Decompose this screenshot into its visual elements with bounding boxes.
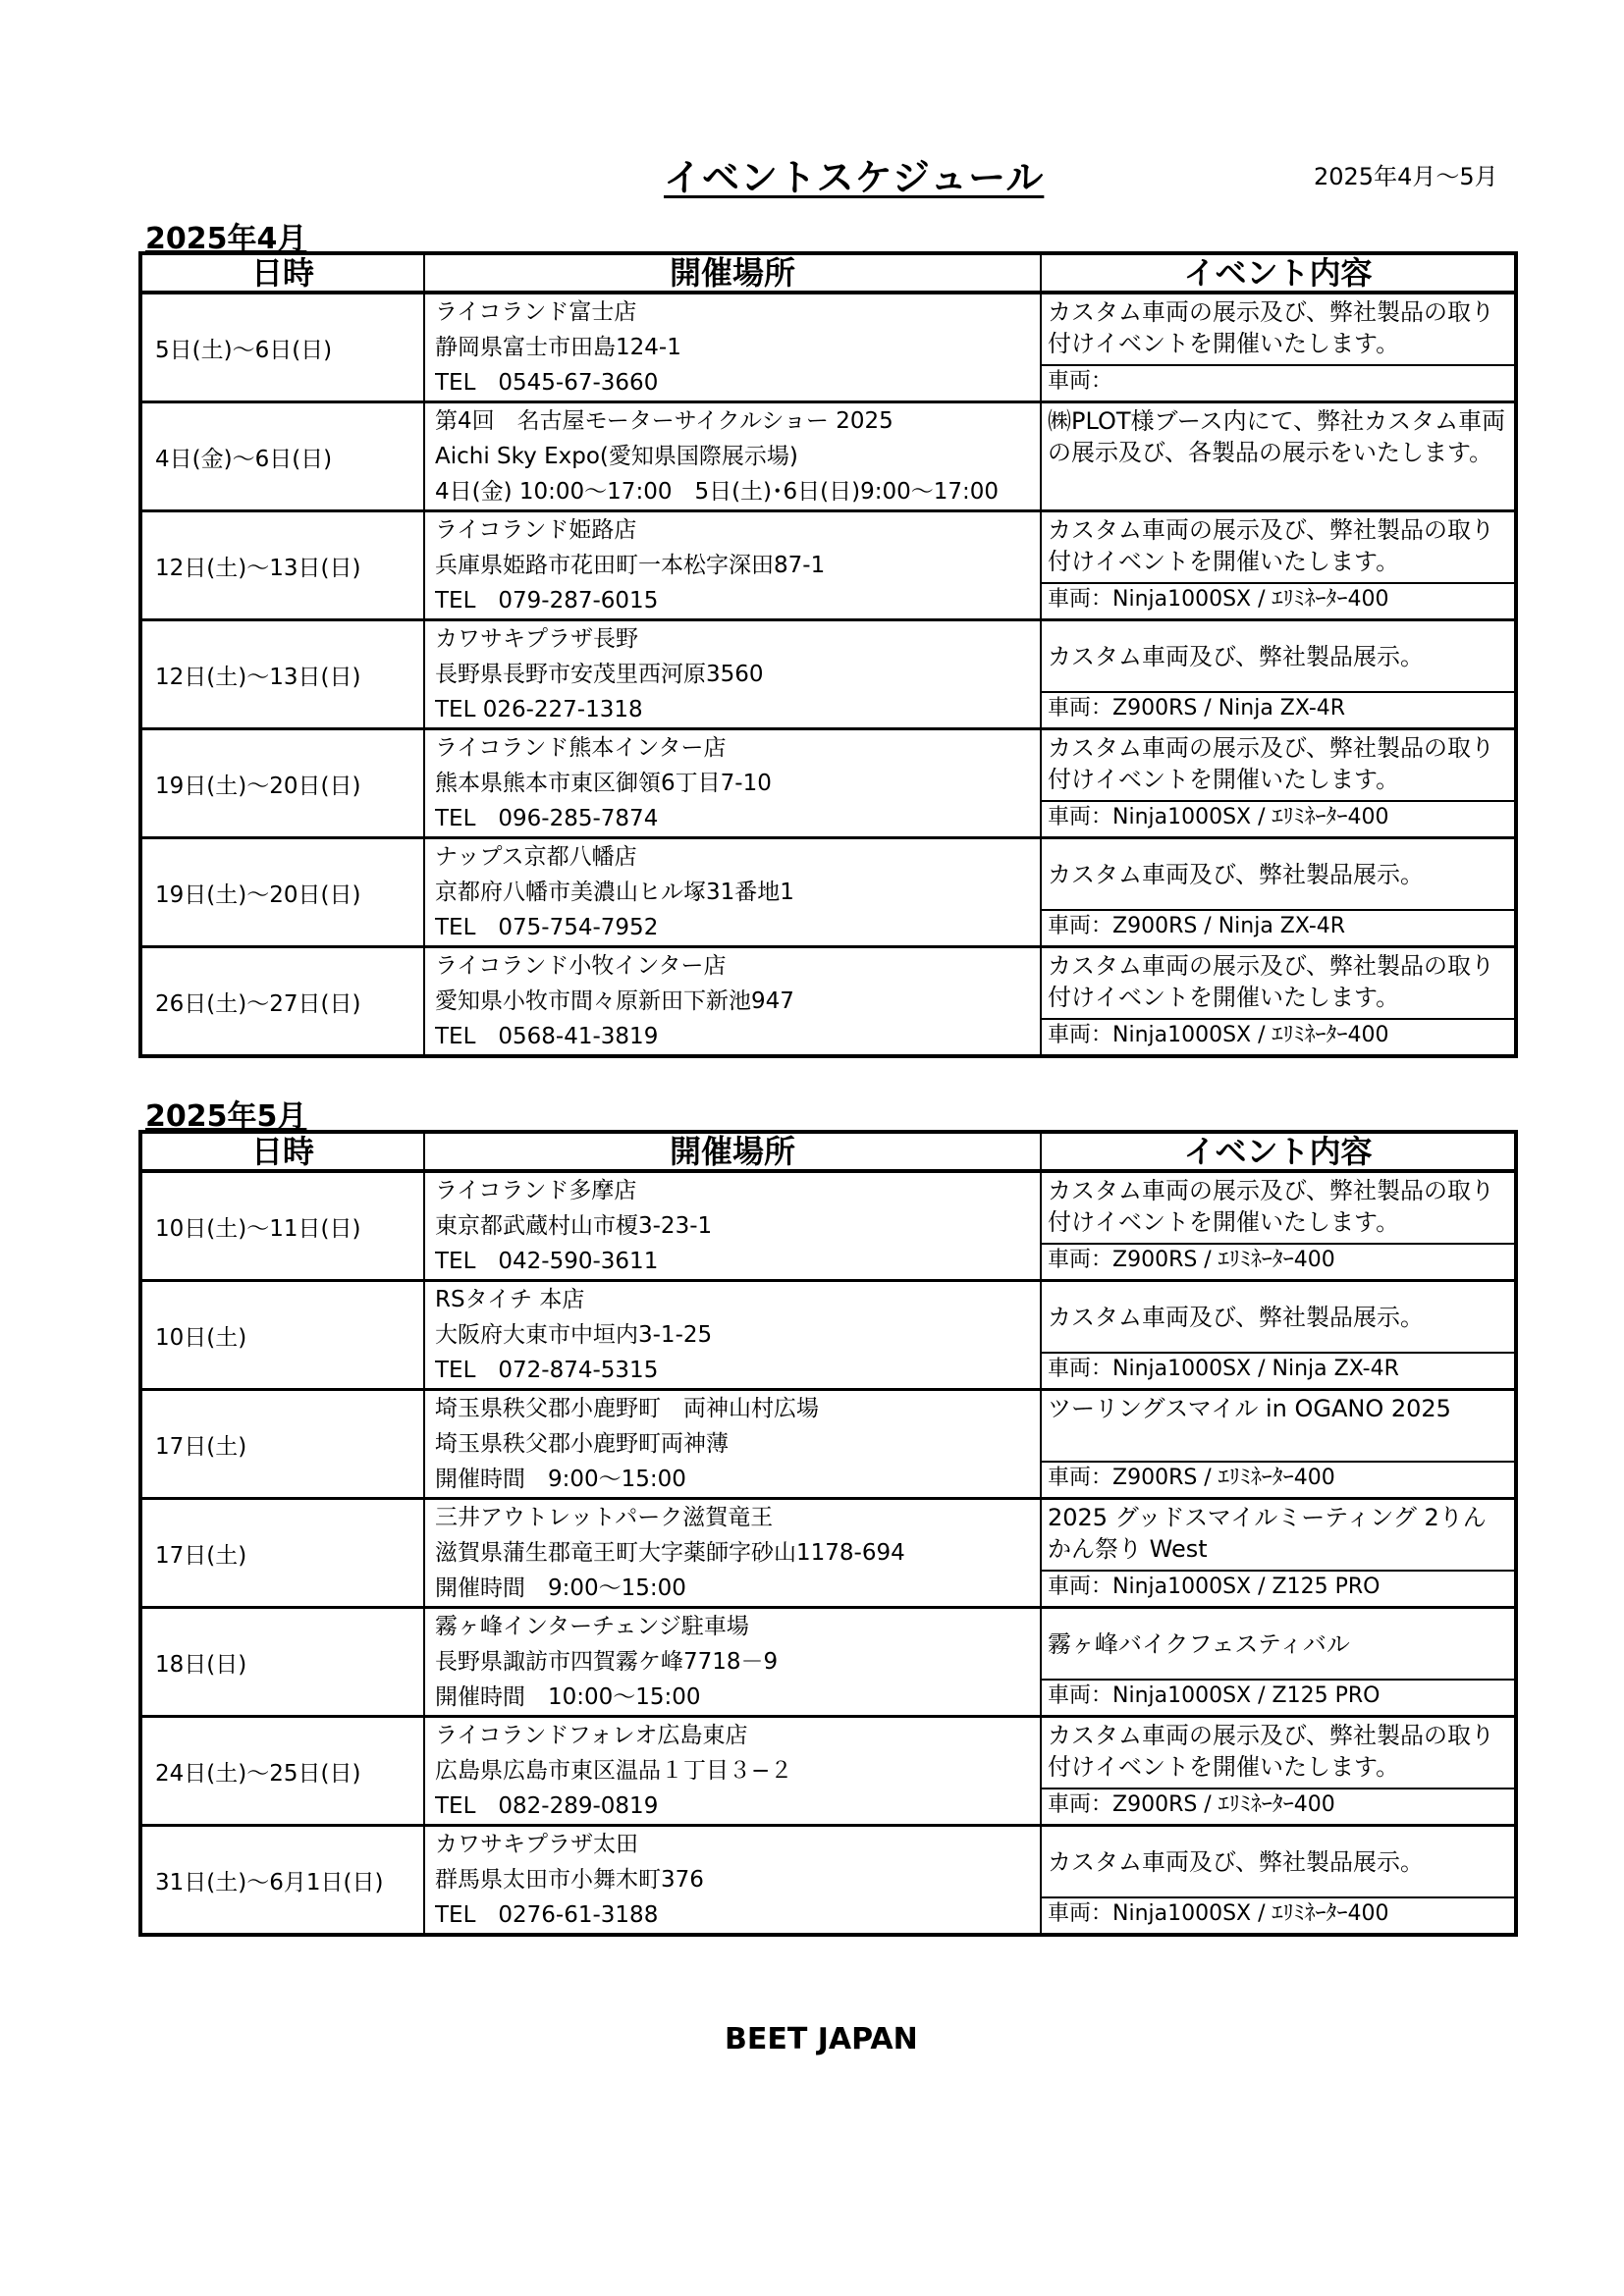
column-header-date: 日時 [140,253,424,293]
venue-contact: TEL 082-289-0819 [435,1793,659,1819]
venue-contact: TEL 072-874-5315 [435,1358,659,1383]
venue-address: 静岡県富士市田島124-1 [435,335,681,360]
event-content [1041,838,1516,947]
event-vehicle: 車両：Ninja1000SX / ｴﾘﾐﾈｰﾀｰ400 [1042,582,1514,615]
column-header-content: イベント内容 [1041,1132,1516,1171]
venue-contact: TEL 079-287-6015 [435,588,659,614]
venue-address: 兵庫県姫路市花田町一本松字深田87-1 [435,553,826,578]
event-vehicle: 車両：Z900RS / ｴﾘﾐﾈｰﾀｰ400 [1042,1461,1514,1494]
venue-name: ライコランド小牧インター店 [435,953,727,979]
venue-name: ライコランド多摩店 [435,1178,637,1203]
may-rows [140,1171,1516,1935]
venue-contact: TEL 075-754-7952 [435,915,659,940]
event-vehicle: 車両：Z900RS / ｴﾘﾐﾈｰﾀｰ400 [1042,1788,1514,1821]
event-vehicle: 車両：Z900RS / Ninja ZX-4R [1042,909,1514,942]
event-content [1041,947,1516,1057]
venue-name: RSタイチ 本店 [435,1287,585,1312]
table-header-row [140,253,1516,293]
event-row [140,511,1516,620]
event-row [140,402,1516,511]
footer-brand: BEET JAPAN [725,2022,918,2056]
event-date: 4日(金)～6日(日) [140,402,424,511]
page-title: イベントスケジュール [664,156,1045,199]
event-description: カスタム車両及び、弊社製品展示。 [1048,1303,1425,1331]
event-description: カスタム車両の展示及び、弊社製品の取り付けイベントを開催いたします。 [1048,298,1495,357]
venue-address: 大阪府大東市中垣内3-1-25 [435,1322,713,1348]
event-date: 17日(土) [140,1390,424,1499]
venue-name: 第4回 名古屋モーターサイクルショー 2025 [435,408,893,434]
event-row [140,1171,1516,1281]
event-content [1041,293,1516,402]
april-schedule-table [138,251,1518,1058]
event-place [424,511,1041,620]
venue-contact: TEL 042-590-3611 [435,1249,659,1274]
event-place [424,1281,1041,1390]
venue-address: 東京都武蔵村山市榎3-23-1 [435,1213,713,1239]
event-description: ㈱PLOT様ブース内にて、弊社カスタム車両の展示及び、各製品の展示をいたします。 [1048,407,1506,466]
event-content [1041,1717,1516,1826]
event-vehicle: 車両： [1042,364,1514,398]
event-place [424,838,1041,947]
event-date: 26日(土)～27日(日) [140,947,424,1057]
april-rows [140,293,1516,1056]
event-description: カスタム車両及び、弊社製品展示。 [1048,642,1425,670]
venue-name: ライコランド姫路店 [435,517,637,543]
venue-address: 長野県諏訪市四賀霧ケ峰7718－9 [435,1649,779,1675]
event-date: 10日(土)～11日(日) [140,1171,424,1281]
may-schedule-table [138,1130,1518,1937]
venue-name: ライコランド熊本インター店 [435,735,727,761]
venue-contact: 4日(金) 10:00～17:00 5日(土)･6日(日)9:00～17:00 [435,479,1000,505]
event-place [424,620,1041,729]
venue-address: 京都府八幡市美濃山ヒル塚31番地1 [435,880,794,905]
event-description: 霧ヶ峰バイクフェスティバル [1048,1629,1350,1658]
event-date: 31日(土)～6月1日(日) [140,1826,424,1936]
event-description: カスタム車両及び、弊社製品展示。 [1048,1847,1425,1876]
event-content [1041,620,1516,729]
schedule-period: 2025年4月～5月 [1314,163,1498,190]
event-content [1041,1499,1516,1608]
event-vehicle: 車両：Ninja1000SX / ｴﾘﾐﾈｰﾀｰ400 [1042,1896,1514,1930]
venue-address: 群馬県太田市小舞木町376 [435,1867,704,1893]
event-place [424,1499,1041,1608]
venue-contact: 開催時間 9:00～15:00 [435,1467,686,1492]
venue-contact: TEL 0545-67-3660 [435,370,659,396]
venue-name: 霧ヶ峰インターチェンジ駐車場 [435,1614,749,1639]
event-date: 24日(土)～25日(日) [140,1717,424,1826]
event-place [424,1826,1041,1936]
event-row [140,1390,1516,1499]
column-header-content: イベント内容 [1041,253,1516,293]
event-place [424,1608,1041,1717]
event-place [424,1171,1041,1281]
venue-contact: 開催時間 10:00～15:00 [435,1684,701,1710]
venue-name: 三井アウトレットパーク滋賀竜王 [435,1505,774,1530]
month-heading-april: 2025年4月 [145,222,307,256]
venue-contact: TEL 0568-41-3819 [435,1024,659,1049]
event-date: 5日(土)～6日(日) [140,293,424,402]
venue-name: カワサキプラザ太田 [435,1832,638,1857]
event-description: カスタム車両の展示及び、弊社製品の取り付けイベントを開催いたします。 [1048,516,1495,575]
venue-name: ライコランド富士店 [435,299,637,325]
venue-contact: TEL 096-285-7874 [435,806,659,831]
event-place [424,729,1041,838]
event-content [1041,729,1516,838]
event-row [140,838,1516,947]
event-content [1041,402,1516,511]
event-content [1041,1390,1516,1499]
venue-name: ライコランドフォレオ広島東店 [435,1723,748,1748]
venue-name: カワサキプラザ長野 [435,626,638,652]
venue-name: 埼玉県秩父郡小鹿野町 両神山村広場 [435,1396,819,1421]
event-date: 19日(土)～20日(日) [140,838,424,947]
table-header-row [140,1132,1516,1171]
event-vehicle: 車両：Ninja1000SX / Z125 PRO [1042,1679,1514,1712]
venue-address: 熊本県熊本市東区御領6丁目7-10 [435,771,772,796]
venue-address: Aichi Sky Expo(愛知県国際展示場) [435,444,798,469]
venue-address: 埼玉県秩父郡小鹿野町両神薄 [435,1431,729,1457]
venue-name: ナップス京都八幡店 [435,844,637,870]
event-row [140,293,1516,402]
event-vehicle: 車両：Z900RS / ｴﾘﾐﾈｰﾀｰ400 [1042,1243,1514,1276]
event-content [1041,1281,1516,1390]
event-vehicle: 車両：Ninja1000SX / ｴﾘﾐﾈｰﾀｰ400 [1042,800,1514,833]
event-place [424,947,1041,1057]
event-description: カスタム車両の展示及び、弊社製品の取り付けイベントを開催いたします。 [1048,1177,1495,1236]
event-row [140,729,1516,838]
event-content [1041,511,1516,620]
event-date: 18日(日) [140,1608,424,1717]
event-place [424,1717,1041,1826]
month-heading-may: 2025年5月 [145,1099,307,1134]
venue-address: 滋賀県蒲生郡竜王町大字薬師字砂山1178-694 [435,1540,905,1566]
venue-contact: 開催時間 9:00～15:00 [435,1575,686,1601]
event-row [140,1717,1516,1826]
event-row [140,947,1516,1057]
event-date: 12日(土)～13日(日) [140,511,424,620]
column-header-place: 開催場所 [424,253,1041,293]
event-description: カスタム車両の展示及び、弊社製品の取り付けイベントを開催いたします。 [1048,952,1495,1011]
event-description: カスタム車両の展示及び、弊社製品の取り付けイベントを開催いたします。 [1048,1722,1495,1781]
event-description: ツーリングスマイル in OGANO 2025 [1048,1395,1451,1422]
event-content [1041,1608,1516,1717]
event-row [140,1499,1516,1608]
event-place [424,293,1041,402]
event-description: カスタム車両の展示及び、弊社製品の取り付けイベントを開催いたします。 [1048,734,1495,793]
event-vehicle: 車両：Ninja1000SX / ｴﾘﾐﾈｰﾀｰ400 [1042,1018,1514,1051]
event-description: カスタム車両及び、弊社製品展示。 [1048,860,1425,888]
event-description: 2025 グッドスマイルミーティング 2りんかん祭り West [1048,1504,1487,1563]
column-header-date: 日時 [140,1132,424,1171]
column-header-place: 開催場所 [424,1132,1041,1171]
venue-address: 愛知県小牧市間々原新田下新池947 [435,988,794,1014]
event-date: 17日(土) [140,1499,424,1608]
venue-address: 広島県広島市東区温品１丁目３−２ [435,1758,793,1784]
venue-address: 長野県長野市安茂里西河原3560 [435,662,764,687]
event-date: 10日(土) [140,1281,424,1390]
event-row [140,1608,1516,1717]
event-place [424,1390,1041,1499]
event-row [140,1281,1516,1390]
event-date: 12日(土)～13日(日) [140,620,424,729]
event-date: 19日(土)～20日(日) [140,729,424,838]
event-vehicle: 車両：Ninja1000SX / Z125 PRO [1042,1570,1514,1603]
event-content [1041,1826,1516,1936]
event-place [424,402,1041,511]
venue-contact: TEL 026-227-1318 [435,697,643,722]
event-row [140,620,1516,729]
event-content [1041,1171,1516,1281]
venue-contact: TEL 0276-61-3188 [435,1902,659,1928]
event-vehicle: 車両：Z900RS / Ninja ZX-4R [1042,691,1514,724]
event-row [140,1826,1516,1936]
event-vehicle: 車両：Ninja1000SX / Ninja ZX-4R [1042,1352,1514,1385]
